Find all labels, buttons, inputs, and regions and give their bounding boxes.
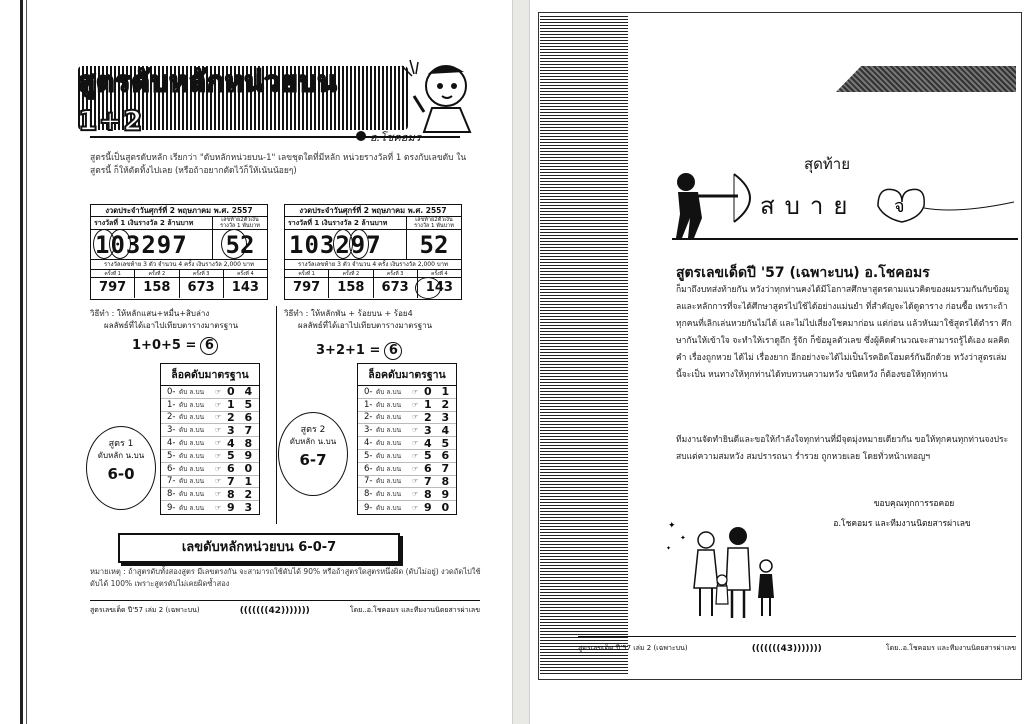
thanks-line-2: อ.โชคอมร และทีมงานนิตยสารผ่าเลข xyxy=(833,519,971,529)
row-digit: 9- xyxy=(364,502,373,513)
three-digit-value: 797 xyxy=(91,278,135,298)
family-illustration xyxy=(666,518,796,622)
table-title: ล็อคดับมาตรฐาน xyxy=(358,364,456,386)
page-number: (((((((42))))))) xyxy=(239,605,310,616)
method-1 xyxy=(90,308,238,332)
pointing-hand-icon: ☞ xyxy=(412,464,419,473)
article-body-2: ทีมงานจัดทำยินดีและขอให้กำลังใจทุกท่านที่มีจุดมุ่งหมายเดียวกัน ขอให้ทุกคนทุกท่านจงประสบแต่ความสมหวัง สมปรารถนา ร่ำรวย ถูกหวยเลย โดยทั่วหน้าเทอญฯ xyxy=(676,435,1009,462)
row-digit: 0- xyxy=(167,386,176,397)
table-row xyxy=(358,476,456,489)
highlight-circle xyxy=(415,277,441,299)
draw-label: ครั้งที่ 3 xyxy=(374,270,418,277)
draw-label: ครั้งที่ 3 xyxy=(180,270,224,277)
highlight-circle xyxy=(349,229,369,259)
formula-oval-1 xyxy=(86,426,156,510)
oval-formula-desc: ดับหลัก น.บน xyxy=(97,451,145,460)
row-label: ดับ ล.บน xyxy=(179,464,205,473)
draw-label: ครั้งที่ 4 xyxy=(237,271,254,277)
heart-letter: จ xyxy=(894,196,905,217)
footer-credit: โดย..อ.โชคอมร และทีมงานนิตยสารผ่าเลข xyxy=(349,606,480,614)
lottery-result-card-2 xyxy=(284,204,462,300)
star-icon: ✦ xyxy=(668,521,676,531)
method-step: วิธีทำ : ให้หลักพัน + ร้อยบน + ร้อย4 xyxy=(284,309,413,318)
pointing-hand-icon: ☞ xyxy=(215,490,222,499)
row-digit: 5- xyxy=(167,450,176,461)
row-label: ดับ ล.บน xyxy=(179,413,205,422)
table-row xyxy=(161,463,259,476)
row-digit: 3- xyxy=(364,425,373,436)
three-digit-value: 673 xyxy=(374,278,418,298)
oval-formula-desc: ดับหลัก น.บน xyxy=(289,437,337,446)
table-row xyxy=(358,463,456,476)
row-label: ดับ ล.บน xyxy=(179,400,205,409)
page-title: สูตรดับหลักหน่วยบน 1+2 xyxy=(78,64,338,137)
row-digit: 7- xyxy=(167,476,176,487)
heart-swirl-icon xyxy=(868,180,1018,224)
table-row xyxy=(358,399,456,412)
row-label: ดับ ล.บน xyxy=(179,439,205,448)
standard-lock-table-2 xyxy=(357,363,457,515)
three-digit-value: 797 xyxy=(285,278,329,298)
row-result: 1 2 xyxy=(424,398,453,412)
two-digit-number: 52 xyxy=(225,231,255,259)
row-digit: 1- xyxy=(364,399,373,410)
row-result: 5 6 xyxy=(424,449,453,463)
pointing-hand-icon: ☞ xyxy=(412,477,419,486)
three-digit-value: 673 xyxy=(180,278,224,298)
row-label: ดับ ล.บน xyxy=(376,464,402,473)
table-row xyxy=(358,450,456,463)
page-gutter xyxy=(512,0,530,724)
decorative-stripe xyxy=(540,14,628,674)
oval-formula-result: 6-0 xyxy=(107,465,135,483)
pointing-hand-icon: ☞ xyxy=(412,387,419,396)
row-digit: 8- xyxy=(167,489,176,500)
two-digit-number: 52 xyxy=(419,231,449,259)
footer-publication: สูตรเลขเด็ด ปี'57 เล่ม 2 (เฉพาะบน) xyxy=(578,644,688,652)
pointing-hand-icon: ☞ xyxy=(412,413,419,422)
row-result: 7 1 xyxy=(227,474,256,488)
table-row xyxy=(161,399,259,412)
row-label: ดับ ล.บน xyxy=(376,426,402,435)
three-digit-value: 143 xyxy=(231,280,259,295)
first-prize-label: รางวัลที่ 1 เงินรางวัล 2 ล้านบาท xyxy=(285,217,407,229)
three-digit-label: รางวัลเลขท้าย 3 ตัว จำนวน 4 ครั้ง เงินรางวัล 2,000 บาท xyxy=(91,260,267,270)
pointing-hand-icon: ☞ xyxy=(215,477,222,486)
row-label: ดับ ล.บน xyxy=(376,439,402,448)
table-row xyxy=(161,501,259,514)
oval-formula-result: 6-7 xyxy=(299,451,327,469)
row-digit: 8- xyxy=(364,489,373,500)
pointing-hand-icon: ☞ xyxy=(412,426,419,435)
row-result: 1 5 xyxy=(227,398,256,412)
row-label: ดับ ล.บน xyxy=(179,477,205,486)
pointing-hand-icon: ☞ xyxy=(412,451,419,460)
row-label: ดับ ล.บน xyxy=(376,503,402,512)
final-heading-large: สบาย xyxy=(760,192,858,220)
binding-edge-thin xyxy=(26,0,27,724)
row-label: ดับ ล.บน xyxy=(179,426,205,435)
draw-label: ครั้งที่ 4 xyxy=(431,271,448,277)
binding-edge xyxy=(20,0,23,724)
row-digit: 9- xyxy=(167,502,176,513)
page-title-banner xyxy=(78,64,408,137)
row-digit: 6- xyxy=(167,463,176,474)
footnote: หมายเหตุ : ถ้าสูตรดับทั้งสองสูตร มีเลขตรงกัน จะสามารถใช้ดับได้ 90% หรือถ้าสูตรใดสูตรหนึ่งผิด (ดับไม่อยู่) งวดถัดไปใช้ดับได้ 100% เพราะสูตรดับไม่เคยผิดซ้ำสอง xyxy=(90,567,481,588)
first-prize-number: 103297 xyxy=(91,230,213,259)
method-step: ผลลัพธ์ที่ได้เอาไปเทียบตารางมาตรฐาน xyxy=(298,321,433,330)
row-result: 5 9 xyxy=(227,449,256,463)
draw-label: ครั้งที่ 2 xyxy=(135,270,179,277)
row-result: 0 4 xyxy=(227,385,256,399)
row-label: ดับ ล.บน xyxy=(376,400,402,409)
row-digit: 1- xyxy=(167,399,176,410)
decorative-corner xyxy=(836,66,1016,92)
method-step: ผลลัพธ์ที่ได้เอาไปเทียบตารางมาตรฐาน xyxy=(104,321,239,330)
pointing-hand-icon: ☞ xyxy=(215,464,222,473)
row-result: 2 3 xyxy=(424,411,453,424)
row-label: ดับ ล.บน xyxy=(376,490,402,499)
formula-1 xyxy=(132,337,218,355)
two-digit-label: เลขท้าย2ตัวเงิน รางวัล 1 พันบาท xyxy=(220,217,260,229)
row-result: 9 3 xyxy=(227,501,256,515)
three-digit-value: 143 xyxy=(425,280,453,295)
oval-formula-name: สูตร 2 xyxy=(300,425,326,435)
row-label: ดับ ล.บน xyxy=(376,387,402,396)
table-row xyxy=(358,412,456,425)
row-result: 3 4 xyxy=(424,423,453,437)
table-row xyxy=(161,488,259,501)
row-digit: 0- xyxy=(364,386,373,397)
thinking-man-illustration xyxy=(384,52,480,136)
star-icon: ✦ xyxy=(680,534,686,542)
row-result: 2 6 xyxy=(227,411,256,424)
row-digit: 5- xyxy=(364,450,373,461)
row-result: 6 0 xyxy=(227,462,256,476)
formula-result: 6 xyxy=(384,342,402,360)
table-row xyxy=(161,412,259,425)
row-digit: 7- xyxy=(364,476,373,487)
row-digit: 2- xyxy=(364,412,373,423)
author-name: อ.โชคอมร xyxy=(370,131,421,144)
table-row xyxy=(358,437,456,450)
highlight-circle xyxy=(221,229,247,259)
row-label: ดับ ล.บน xyxy=(179,387,205,396)
pointing-hand-icon: ☞ xyxy=(215,451,222,460)
page-number: (((((((43))))))) xyxy=(751,643,822,654)
heading-rule xyxy=(672,238,1018,240)
first-prize-number: 103297 xyxy=(285,230,407,259)
row-label: ดับ ล.บน xyxy=(179,490,205,499)
row-result: 9 0 xyxy=(424,501,453,515)
row-label: ดับ ล.บน xyxy=(376,451,402,460)
row-label: ดับ ล.บน xyxy=(376,413,402,422)
pointing-hand-icon: ☞ xyxy=(412,400,419,409)
thanks-line-1: ขอบคุณทุกการรอคอย xyxy=(873,499,955,509)
three-digit-label: รางวัลเลขท้าย 3 ตัว จำนวน 4 ครั้ง เงินรางวัล 2,000 บาท xyxy=(285,260,461,270)
table-row xyxy=(161,450,259,463)
formula-text: 3+2+1 = xyxy=(316,343,381,358)
table-row xyxy=(358,501,456,514)
row-result: 6 7 xyxy=(424,462,453,476)
page-footer xyxy=(90,600,480,616)
row-result: 4 8 xyxy=(227,436,256,450)
card-header: งวดประจำวันศุกร์ที่ 2 พฤษภาคม พ.ศ. 2557 xyxy=(285,205,461,217)
table-row xyxy=(161,424,259,437)
oval-formula-name: สูตร 1 xyxy=(108,439,134,449)
row-result: 8 2 xyxy=(227,487,256,501)
formula-result: 6 xyxy=(200,337,218,355)
row-label: ดับ ล.บน xyxy=(179,503,205,512)
draw-label: ครั้งที่ 2 xyxy=(329,270,373,277)
table-row xyxy=(358,424,456,437)
pointing-hand-icon: ☞ xyxy=(215,503,222,512)
archer-silhouette-illustration xyxy=(668,168,768,238)
page-footer xyxy=(578,636,1016,654)
row-digit: 3- xyxy=(167,425,176,436)
three-digit-value: 158 xyxy=(329,278,373,298)
final-heading-small: สุดท้าย xyxy=(804,155,850,173)
pointing-hand-icon: ☞ xyxy=(215,387,222,396)
table-row xyxy=(161,476,259,489)
right-page xyxy=(530,0,1024,724)
row-digit: 6- xyxy=(364,463,373,474)
highlight-circle xyxy=(109,229,131,259)
formula-text: 1+0+5 = xyxy=(132,338,197,353)
row-label: ดับ ล.บน xyxy=(179,451,205,460)
row-digit: 4- xyxy=(167,438,176,449)
table-row xyxy=(358,488,456,501)
star-icon: ✦ xyxy=(666,545,672,552)
three-digit-value: 158 xyxy=(135,278,179,298)
row-result: 7 8 xyxy=(424,474,453,488)
row-digit: 4- xyxy=(364,438,373,449)
pointing-hand-icon: ☞ xyxy=(412,503,419,512)
table-title: ล็อคดับมาตรฐาน xyxy=(161,364,259,386)
row-digit: 2- xyxy=(167,412,176,423)
pointing-hand-icon: ☞ xyxy=(215,400,222,409)
footer-credit: โดย..อ.โชคอมร และทีมงานนิตยสารผ่าเลข xyxy=(885,644,1016,652)
first-prize-label: รางวัลที่ 1 เงินรางวัล 2 ล้านบาท xyxy=(91,217,213,229)
pointing-hand-icon: ☞ xyxy=(412,490,419,499)
table-row xyxy=(358,386,456,399)
column-divider xyxy=(276,306,277,524)
pointing-hand-icon: ☞ xyxy=(412,439,419,448)
pointing-hand-icon: ☞ xyxy=(215,413,222,422)
two-digit-label: เลขท้าย2ตัวเงิน รางวัล 1 พันบาท xyxy=(414,217,454,229)
footer-publication: สูตรเลขเด็ด ปี'57 เล่ม 2 (เฉพาะบน) xyxy=(90,606,200,614)
method-2 xyxy=(284,308,432,332)
final-result-bar: เลขดับหลักหน่วยบน 6-0-7 xyxy=(118,533,400,563)
draw-label: ครั้งที่ 1 xyxy=(91,270,135,277)
pointing-hand-icon: ☞ xyxy=(215,439,222,448)
draw-label: ครั้งที่ 1 xyxy=(285,270,329,277)
author-bullet xyxy=(356,131,366,141)
article-title: สูตรเลขเด็ดปี '57 (เฉพาะบน) อ.โชคอมร xyxy=(676,265,930,281)
row-result: 0 1 xyxy=(424,385,453,399)
card-header: งวดประจำวันศุกร์ที่ 2 พฤษภาคม พ.ศ. 2557 xyxy=(91,205,267,217)
row-result: 8 9 xyxy=(424,487,453,501)
intro-paragraph: สูตรนี้เป็นสูตรดับหลัก เรียกว่า "ดับหลักหน่วยบน-1" เลขชุดใดที่มีหลัก หน่วยรางวัลที่ 1 ตรงกับเลขดับ ในสูตรนี้ ก็ให้ตัดทิ้งไปเลย (หรือถ้าอยากตัดไว้ก็ให้เน้นน้อยๆ) xyxy=(90,153,467,176)
article-body: ก็มาถึงบทส่งท้ายกัน หวังว่าทุกท่านคงได้มีโอกาสศึกษาสูตรตามแนวคิดของผมรวมกันกับข้อมูลและหลักการที่จะได้ศึกษาสูตรไปใช้ได้อย่างแม่นยำ ที่สำคัญจะได้ดูตาราง ก่อนซื้อ เพราะถ้าทุกคนที่เลิกเล่นหวยกันไม่ได้ และไม่ไปเสี่ยงโชคมาก่อน แต่ก่อน แล้วหันมาใช้สูตรได้ตำรา ศึกษากันให้เข้าใจ จะทำให้เราดูถึก รู้จัก ก็ข้อมูลตัวเลข ซึ่งผู้คิดคำนวณจะสามารถรู้ได้เอง ผลคิดคำ เรื่องถูกหวย ได้ไม่ เรื่องยาก อีกอย่างจะได้ไม่เป็นโรคอิดโฮมตร์กันอีกด้วย หวังว่าสูตรเล่มนี้จะเป็น หนทางให้ทุกท่านได้ทบทวนความหวัง ขนิดหวัง ก็ต้องขอให้ทุกท่าน xyxy=(676,285,1012,380)
formula-oval-2 xyxy=(278,412,348,496)
formula-2 xyxy=(316,342,402,360)
standard-lock-table-1 xyxy=(160,363,260,515)
row-label: ดับ ล.บน xyxy=(376,477,402,486)
row-result: 3 7 xyxy=(227,423,256,437)
method-step: วิธีทำ : ให้หลักแสน+หมื่น+สิบล่าง xyxy=(90,309,210,318)
table-row xyxy=(161,437,259,450)
lottery-result-card-1 xyxy=(90,204,268,300)
table-row xyxy=(161,386,259,399)
row-result: 4 5 xyxy=(424,436,453,450)
pointing-hand-icon: ☞ xyxy=(215,426,222,435)
